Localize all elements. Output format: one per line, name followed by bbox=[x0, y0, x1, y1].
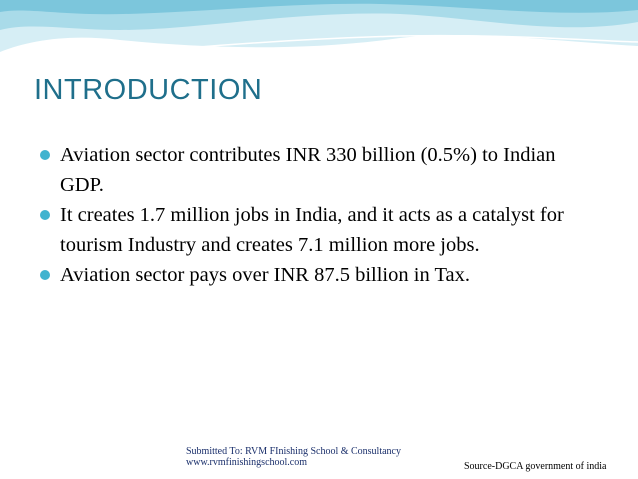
bullet-list bbox=[40, 140, 600, 290]
bullet-item bbox=[40, 260, 600, 290]
header-wave-decoration bbox=[0, 0, 638, 80]
slide-title: INTRODUCTION bbox=[34, 74, 263, 106]
footer-source: Source-DGCA government of india bbox=[464, 461, 607, 472]
bullet-dot-icon bbox=[40, 270, 50, 280]
bullet-item bbox=[40, 140, 600, 200]
bullet-text: It creates 1.7 million jobs in India, and it acts as a catalyst for tourism Industry and creates 7.1 million more jobs. bbox=[60, 204, 564, 256]
bullet-item bbox=[40, 200, 600, 260]
bullet-text: Aviation sector contributes INR 330 billion (0.5%) to Indian GDP. bbox=[60, 144, 556, 196]
bullet-dot-icon bbox=[40, 150, 50, 160]
footer-submitted-to: Submitted To: RVM FInishing School & Consultancy www.rvmfinishingschool.com bbox=[186, 446, 401, 468]
bullet-text: Aviation sector pays over INR 87.5 billion in Tax. bbox=[60, 264, 471, 286]
bullet-dot-icon bbox=[40, 210, 50, 220]
